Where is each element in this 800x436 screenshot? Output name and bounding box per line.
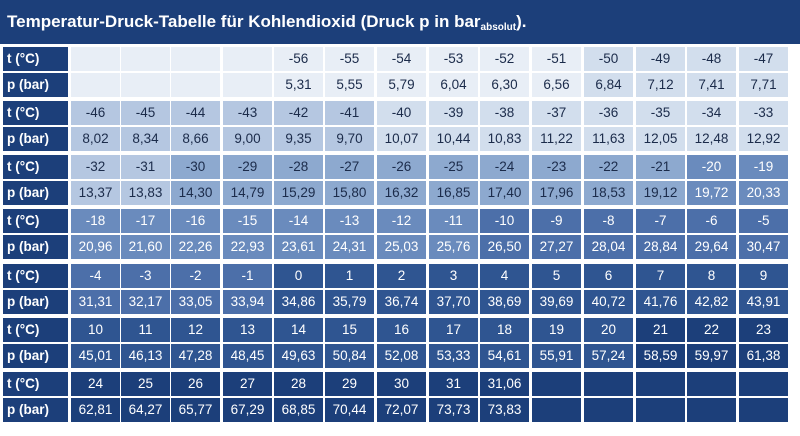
pressure-row [0, 398, 800, 422]
temperature-cell [121, 47, 170, 71]
pressure-cell [171, 73, 220, 97]
pressure-cell: 49,63 [274, 344, 323, 368]
pressure-cell: 20,96 [71, 235, 120, 259]
temperature-cell: -43 [223, 101, 272, 125]
temperature-row-label: t (°C) [3, 47, 68, 71]
temperature-row [0, 101, 800, 125]
title-subscript: absolut [480, 22, 517, 33]
temperature-cell: 3 [429, 264, 478, 288]
temperature-row-label: t (°C) [3, 372, 68, 396]
pressure-row-label: p (bar) [3, 398, 68, 422]
pressure-cell: 40,72 [584, 290, 633, 314]
pressure-cell [687, 398, 736, 422]
temperature-cell: -23 [532, 155, 581, 179]
pressure-cell: 58,59 [636, 344, 685, 368]
pressure-cell: 25,03 [377, 235, 426, 259]
temperature-cell [171, 47, 220, 71]
temperature-cell: 7 [636, 264, 685, 288]
pressure-cell: 21,60 [121, 235, 170, 259]
temperature-cell: -5 [739, 209, 788, 233]
pressure-cell: 27,27 [532, 235, 581, 259]
pressure-row-label: p (bar) [3, 73, 68, 97]
pressure-cell: 53,33 [429, 344, 478, 368]
pressure-cell: 11,63 [584, 127, 633, 151]
temperature-cell: -51 [532, 47, 581, 71]
temperature-cell [636, 372, 685, 396]
temperature-cell [71, 47, 120, 71]
pressure-cell: 28,04 [584, 235, 633, 259]
temperature-cell: -56 [274, 47, 323, 71]
temperature-cell: 31 [429, 372, 478, 396]
temperature-cell: 9 [739, 264, 788, 288]
pressure-cell [739, 398, 788, 422]
temperature-cell: -1 [223, 264, 272, 288]
pressure-cell: 42,82 [687, 290, 736, 314]
temperature-cell [739, 372, 788, 396]
pressure-cell: 11,22 [532, 127, 581, 151]
temperature-cell: 16 [377, 318, 426, 342]
pressure-cell: 62,81 [71, 398, 120, 422]
pressure-cell: 8,66 [171, 127, 220, 151]
temperature-cell: -17 [121, 209, 170, 233]
pressure-cell: 37,70 [429, 290, 478, 314]
pressure-cell: 31,31 [71, 290, 120, 314]
pressure-cell: 13,37 [71, 181, 120, 205]
temperature-cell: 19 [532, 318, 581, 342]
pressure-cell: 47,28 [171, 344, 220, 368]
temperature-cell: -14 [274, 209, 323, 233]
temperature-cell: 24 [71, 372, 120, 396]
temperature-cell: 5 [532, 264, 581, 288]
pressure-cell: 13,83 [121, 181, 170, 205]
pressure-cell: 20,33 [739, 181, 788, 205]
pressure-row [0, 290, 800, 314]
pressure-cell [71, 73, 120, 97]
temperature-cell: -11 [429, 209, 478, 233]
pressure-cell: 67,29 [223, 398, 272, 422]
temperature-cell: -7 [636, 209, 685, 233]
pressure-row-label: p (bar) [3, 127, 68, 151]
temperature-cell: -42 [274, 101, 323, 125]
pressure-cell: 68,85 [274, 398, 323, 422]
temperature-row-label: t (°C) [3, 155, 68, 179]
temperature-cell: -32 [71, 155, 120, 179]
temperature-cell: -2 [171, 264, 220, 288]
pressure-cell: 54,61 [480, 344, 529, 368]
pressure-cell: 35,79 [325, 290, 374, 314]
pressure-cell: 24,31 [325, 235, 374, 259]
pressure-cell: 7,41 [687, 73, 736, 97]
title-end: ). [516, 12, 527, 31]
temperature-cell: 15 [325, 318, 374, 342]
table-title [0, 0, 800, 44]
title-main: Temperatur-Druck-Tabelle für Kohlendioxid (Druck p in bar [7, 12, 481, 31]
temperature-cell: 30 [377, 372, 426, 396]
temperature-cell: -28 [274, 155, 323, 179]
temperature-cell: -41 [325, 101, 374, 125]
temperature-cell: -22 [584, 155, 633, 179]
temperature-cell: -6 [687, 209, 736, 233]
pressure-cell: 46,13 [121, 344, 170, 368]
pressure-cell: 19,12 [636, 181, 685, 205]
pressure-cell [121, 73, 170, 97]
pressure-cell: 9,70 [325, 127, 374, 151]
temperature-cell: 4 [480, 264, 529, 288]
temperature-cell: -16 [171, 209, 220, 233]
pressure-row-label: p (bar) [3, 290, 68, 314]
pressure-cell: 26,50 [480, 235, 529, 259]
temperature-cell: -12 [377, 209, 426, 233]
pressure-cell: 18,53 [584, 181, 633, 205]
pressure-cell: 16,32 [377, 181, 426, 205]
pressure-cell: 12,05 [636, 127, 685, 151]
temperature-cell: 14 [274, 318, 323, 342]
pressure-cell [636, 398, 685, 422]
pressure-cell: 9,00 [223, 127, 272, 151]
temperature-cell: 25 [121, 372, 170, 396]
pressure-cell: 36,74 [377, 290, 426, 314]
temperature-row-label: t (°C) [3, 318, 68, 342]
temperature-cell: -52 [480, 47, 529, 71]
pressure-row-label: p (bar) [3, 344, 68, 368]
pressure-cell: 12,48 [687, 127, 736, 151]
temperature-row-label: t (°C) [3, 101, 68, 125]
pressure-cell: 73,83 [480, 398, 529, 422]
temperature-cell: -47 [739, 47, 788, 71]
temperature-cell: 23 [739, 318, 788, 342]
temperature-row-label: t (°C) [3, 264, 68, 288]
pressure-cell: 6,56 [532, 73, 581, 97]
pressure-cell: 41,76 [636, 290, 685, 314]
pressure-cell: 5,55 [325, 73, 374, 97]
pressure-row [0, 235, 800, 259]
temperature-cell: 0 [274, 264, 323, 288]
pressure-cell: 34,86 [274, 290, 323, 314]
pressure-row [0, 73, 800, 97]
pressure-cell: 32,17 [121, 290, 170, 314]
temperature-cell: 10 [71, 318, 120, 342]
pressure-cell: 10,44 [429, 127, 478, 151]
pressure-cell: 17,96 [532, 181, 581, 205]
pressure-cell: 6,30 [480, 73, 529, 97]
temperature-cell: -21 [636, 155, 685, 179]
temperature-cell: -4 [71, 264, 120, 288]
temperature-cell: -49 [636, 47, 685, 71]
pressure-cell: 8,34 [121, 127, 170, 151]
pressure-cell: 9,35 [274, 127, 323, 151]
temperature-cell: -34 [687, 101, 736, 125]
temperature-cell: -55 [325, 47, 374, 71]
temperature-cell [584, 372, 633, 396]
temperature-cell: -45 [121, 101, 170, 125]
pressure-cell: 15,80 [325, 181, 374, 205]
temperature-cell: 26 [171, 372, 220, 396]
pressure-cell: 14,30 [171, 181, 220, 205]
pressure-cell: 16,85 [429, 181, 478, 205]
temperature-cell: -48 [687, 47, 736, 71]
temperature-cell: 18 [480, 318, 529, 342]
pressure-cell: 72,07 [377, 398, 426, 422]
pressure-cell: 55,91 [532, 344, 581, 368]
pressure-cell: 39,69 [532, 290, 581, 314]
temperature-row [0, 372, 800, 396]
temperature-cell: 20 [584, 318, 633, 342]
temperature-row [0, 264, 800, 288]
temperature-cell: -39 [429, 101, 478, 125]
pressure-cell: 64,27 [121, 398, 170, 422]
temperature-cell: 1 [325, 264, 374, 288]
temperature-cell: 11 [121, 318, 170, 342]
temperature-cell: 2 [377, 264, 426, 288]
pressure-cell: 61,38 [739, 344, 788, 368]
temperature-cell: 28 [274, 372, 323, 396]
temperature-cell: 12 [171, 318, 220, 342]
pressure-cell: 7,12 [636, 73, 685, 97]
temperature-cell: -18 [71, 209, 120, 233]
pressure-cell: 25,76 [429, 235, 478, 259]
temperature-cell: 29 [325, 372, 374, 396]
temperature-cell: -40 [377, 101, 426, 125]
temperature-row [0, 318, 800, 342]
pressure-cell: 43,91 [739, 290, 788, 314]
temperature-cell: 21 [636, 318, 685, 342]
temperature-cell: 17 [429, 318, 478, 342]
temperature-cell: -38 [480, 101, 529, 125]
pressure-cell: 22,26 [171, 235, 220, 259]
pressure-cell: 14,79 [223, 181, 272, 205]
pressure-cell [532, 398, 581, 422]
pressure-cell: 33,05 [171, 290, 220, 314]
temperature-cell: 13 [223, 318, 272, 342]
temperature-cell: -10 [480, 209, 529, 233]
temperature-cell: -36 [584, 101, 633, 125]
temperature-cell: 6 [584, 264, 633, 288]
pressure-cell: 19,72 [687, 181, 736, 205]
temperature-cell: 27 [223, 372, 272, 396]
temperature-cell: -24 [480, 155, 529, 179]
temperature-cell: -3 [121, 264, 170, 288]
pressure-cell: 65,77 [171, 398, 220, 422]
temperature-cell: -44 [171, 101, 220, 125]
pressure-row [0, 344, 800, 368]
temperature-cell: -29 [223, 155, 272, 179]
temperature-cell: -13 [325, 209, 374, 233]
pressure-cell: 38,69 [480, 290, 529, 314]
temperature-cell: -25 [429, 155, 478, 179]
temperature-row [0, 209, 800, 233]
temperature-cell: -27 [325, 155, 374, 179]
pressure-cell: 22,93 [223, 235, 272, 259]
pressure-cell: 52,08 [377, 344, 426, 368]
temperature-cell: -30 [171, 155, 220, 179]
temperature-cell: -9 [532, 209, 581, 233]
temperature-cell: -37 [532, 101, 581, 125]
pressure-cell: 10,83 [480, 127, 529, 151]
temperature-cell: -54 [377, 47, 426, 71]
pressure-cell: 50,84 [325, 344, 374, 368]
pressure-cell [223, 73, 272, 97]
temperature-cell: -19 [739, 155, 788, 179]
temperature-cell: 31,06 [480, 372, 529, 396]
temperature-cell: -20 [687, 155, 736, 179]
pressure-cell: 57,24 [584, 344, 633, 368]
pressure-cell: 45,01 [71, 344, 120, 368]
pressure-cell: 12,92 [739, 127, 788, 151]
pressure-cell: 6,04 [429, 73, 478, 97]
temperature-row-label: t (°C) [3, 209, 68, 233]
pressure-cell: 6,84 [584, 73, 633, 97]
temperature-cell: -31 [121, 155, 170, 179]
temperature-cell [223, 47, 272, 71]
temperature-cell: -53 [429, 47, 478, 71]
temperature-cell: -15 [223, 209, 272, 233]
temperature-cell: -46 [71, 101, 120, 125]
pressure-cell: 59,97 [687, 344, 736, 368]
temperature-cell: -33 [739, 101, 788, 125]
pressure-cell: 33,94 [223, 290, 272, 314]
pressure-cell: 7,71 [739, 73, 788, 97]
pressure-cell: 29,64 [687, 235, 736, 259]
temperature-cell: 8 [687, 264, 736, 288]
temperature-row [0, 155, 800, 179]
pressure-row-label: p (bar) [3, 235, 68, 259]
pressure-cell: 10,07 [377, 127, 426, 151]
temperature-row [0, 47, 800, 71]
pressure-cell: 48,45 [223, 344, 272, 368]
pressure-cell [584, 398, 633, 422]
temperature-cell: -8 [584, 209, 633, 233]
pressure-cell: 30,47 [739, 235, 788, 259]
temperature-cell: -50 [584, 47, 633, 71]
pressure-row [0, 181, 800, 205]
pressure-cell: 23,61 [274, 235, 323, 259]
temperature-cell: -26 [377, 155, 426, 179]
pressure-cell: 17,40 [480, 181, 529, 205]
pressure-cell: 28,84 [636, 235, 685, 259]
pressure-cell: 5,79 [377, 73, 426, 97]
pressure-cell: 8,02 [71, 127, 120, 151]
pressure-cell: 5,31 [274, 73, 323, 97]
temperature-cell [532, 372, 581, 396]
pressure-cell: 70,44 [325, 398, 374, 422]
temperature-cell: 22 [687, 318, 736, 342]
temperature-cell: -35 [636, 101, 685, 125]
pressure-cell: 73,73 [429, 398, 478, 422]
pressure-row [0, 127, 800, 151]
pressure-cell: 15,29 [274, 181, 323, 205]
temperature-cell [687, 372, 736, 396]
pressure-row-label: p (bar) [3, 181, 68, 205]
